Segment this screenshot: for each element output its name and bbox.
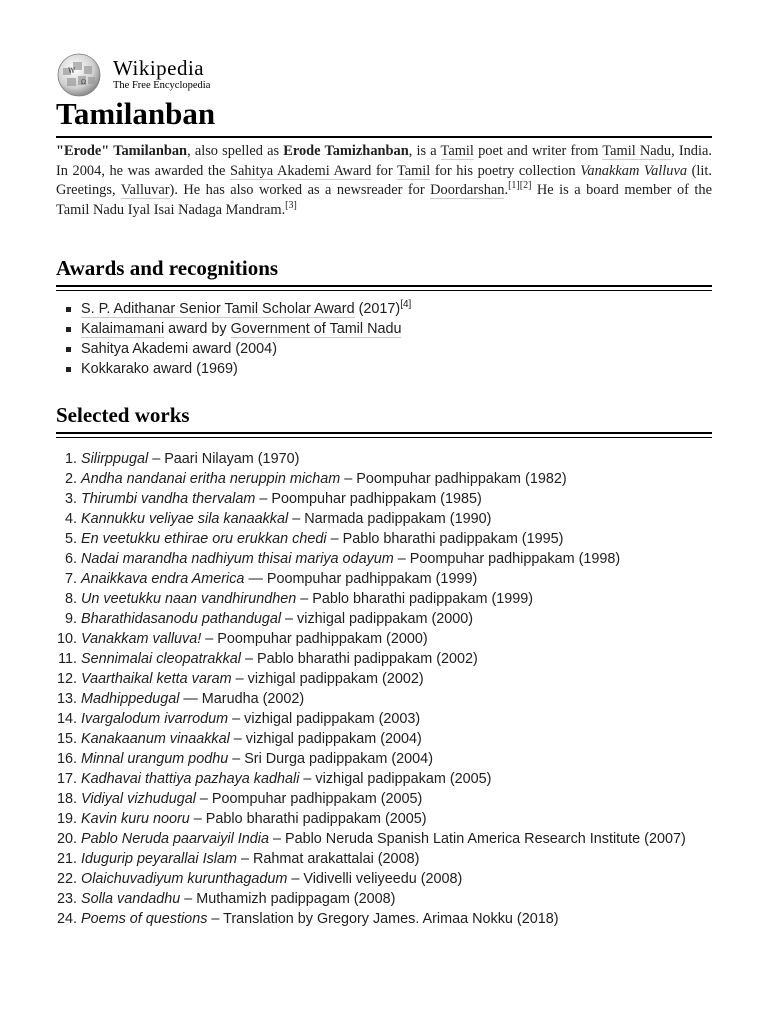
link-valluvar[interactable]: Valluvar	[120, 182, 170, 199]
list-item: 16. Minnal urangum podhu – Sri Durga padippakam (2004)	[81, 749, 712, 769]
list-item: 18. Vidiyal vizhudugal – Poompuhar padhippakam (2005)	[81, 789, 712, 809]
ref-2[interactable]: [2]	[519, 180, 532, 192]
list-item: 5. En veetukku ethirae oru erukkan chedi – Pablo bharathi padippakam (1995)	[81, 529, 712, 549]
list-item: 1. Silirppugal – Paari Nilayam (1970)	[81, 449, 712, 469]
link-kalaimamani[interactable]: Kalaimamani	[81, 321, 165, 337]
list-item: 14. Ivargalodum ivarrodum – vizhigal padippakam (2003)	[81, 709, 712, 729]
works-list	[56, 449, 712, 929]
svg-text:W: W	[68, 67, 76, 75]
ref-1[interactable]: [1]	[508, 180, 520, 192]
works-heading: Selected works	[56, 401, 712, 434]
list-item: 6. Nadai marandha nadhiyum thisai mariya odayum – Poompuhar padhippakam (1998)	[81, 549, 712, 569]
link-doordarshan[interactable]: Doordarshan	[430, 182, 505, 199]
list-item: 21. Idugurip peyarallai Islam – Rahmat arakattalai (2008)	[81, 849, 712, 869]
link-sahitya-akademi-award[interactable]: Sahitya Akademi Award	[230, 162, 372, 179]
link-adithanar-award[interactable]: S. P. Adithanar Senior Tamil Scholar Award	[81, 301, 355, 317]
page-title: Tamilanban	[56, 94, 712, 138]
list-item: 9. Bharathidasanodu pathandugal – vizhigal padippakam (2000)	[81, 609, 712, 629]
awards-heading: Awards and recognitions	[56, 254, 712, 287]
logo-title: Wikipedia	[113, 56, 205, 81]
list-item: 22. Olaichuvadiyum kurunthagadum – Vidivelli veliyeedu (2008)	[81, 869, 712, 889]
list-item: Kokkarako award (1969)	[81, 359, 712, 379]
ref-4[interactable]: [4]	[400, 299, 412, 311]
list-item: 17. Kadhavai thattiya pazhaya kadhali – vizhigal padippakam (2005)	[81, 769, 712, 789]
awards-list	[56, 299, 712, 379]
link-tamil[interactable]: Tamil	[440, 143, 474, 159]
list-item: 15. Kanakaanum vinaakkal – vizhigal padippakam (2004)	[81, 729, 712, 749]
svg-text:Ω: Ω	[81, 79, 86, 86]
list-item: Sahitya Akademi award (2004)	[81, 339, 712, 359]
wikipedia-logo[interactable]	[55, 52, 210, 98]
lead-bold-alt-name: Erode Tamizhanban	[283, 143, 409, 159]
list-item: 8. Un veetukku naan vandhirundhen – Pablo bharathi padippakam (1999)	[81, 589, 712, 609]
list-item: 13. Madhippedugal — Marudha (2002)	[81, 689, 712, 709]
link-government-of-tamil-nadu[interactable]: Government of Tamil Nadu	[230, 321, 402, 337]
list-item: Kalaimamani award by Government of Tamil Nadu	[81, 319, 712, 339]
lead-bold-name: "Erode" Tamilanban	[56, 143, 188, 159]
list-item: 7. Anaikkava endra America — Poompuhar padhippakam (1999)	[81, 569, 712, 589]
list-item: 23. Solla vandadhu – Muthamizh padippagam (2008)	[81, 889, 712, 909]
list-item: 3. Thirumbi vandha thervalam – Poompuhar padhippakam (1985)	[81, 489, 712, 509]
list-item: 10. Vanakkam valluva! – Poompuhar padhippakam (2000)	[81, 629, 712, 649]
list-item: 19. Kavin kuru nooru – Pablo bharathi padippakam (2005)	[81, 809, 712, 829]
list-item: 4. Kannukku veliyae sila kanaakkal – Narmada padippakam (1990)	[81, 509, 712, 529]
lead-italic-title: Vanakkam Valluva	[580, 162, 688, 179]
list-item: 24. Poems of questions – Translation by Gregory James. Arimaa Nokku (2018)	[81, 909, 712, 929]
link-tamil-nadu[interactable]: Tamil Nadu	[602, 143, 672, 159]
list-item: S. P. Adithanar Senior Tamil Scholar Award (2017)[4]	[81, 299, 712, 319]
list-item: 20. Pablo Neruda paarvaiyil India – Pablo Neruda Spanish Latin America Research Institute (2007)	[81, 829, 712, 849]
link-tamil-2[interactable]: Tamil	[396, 162, 431, 179]
lead-paragraph: "Erode" Tamilanban, also spelled as Erode Tamizhanban, is a Tamil poet and writer from Tamil Nadu, India. In 2004, he was awarded the Sahitya Akademi Award for Tamil for his poetry collection Vanakkam Valluva (lit. Greetings, Valluvar). He has also worked as a newsreader for Doordarshan.[1][2] He is a board member of the Tamil Nadu Iyal Isai Nadaga Mandram.[3]	[56, 143, 713, 219]
ref-3[interactable]: [3]	[285, 200, 297, 212]
wikipedia-globe-icon	[55, 52, 103, 98]
list-item: 11. Sennimalai cleopatrakkal – Pablo bharathi padippakam (2002)	[81, 649, 712, 669]
logo-subtitle: The Free Encyclopedia	[113, 80, 211, 92]
awards-section	[56, 254, 712, 379]
list-item: 2. Andha nandanai eritha neruppin micham – Poompuhar padhippakam (1982)	[81, 469, 712, 489]
list-item: 12. Vaarthaikal ketta varam – vizhigal padippakam (2002)	[81, 669, 712, 689]
works-section	[56, 401, 712, 929]
